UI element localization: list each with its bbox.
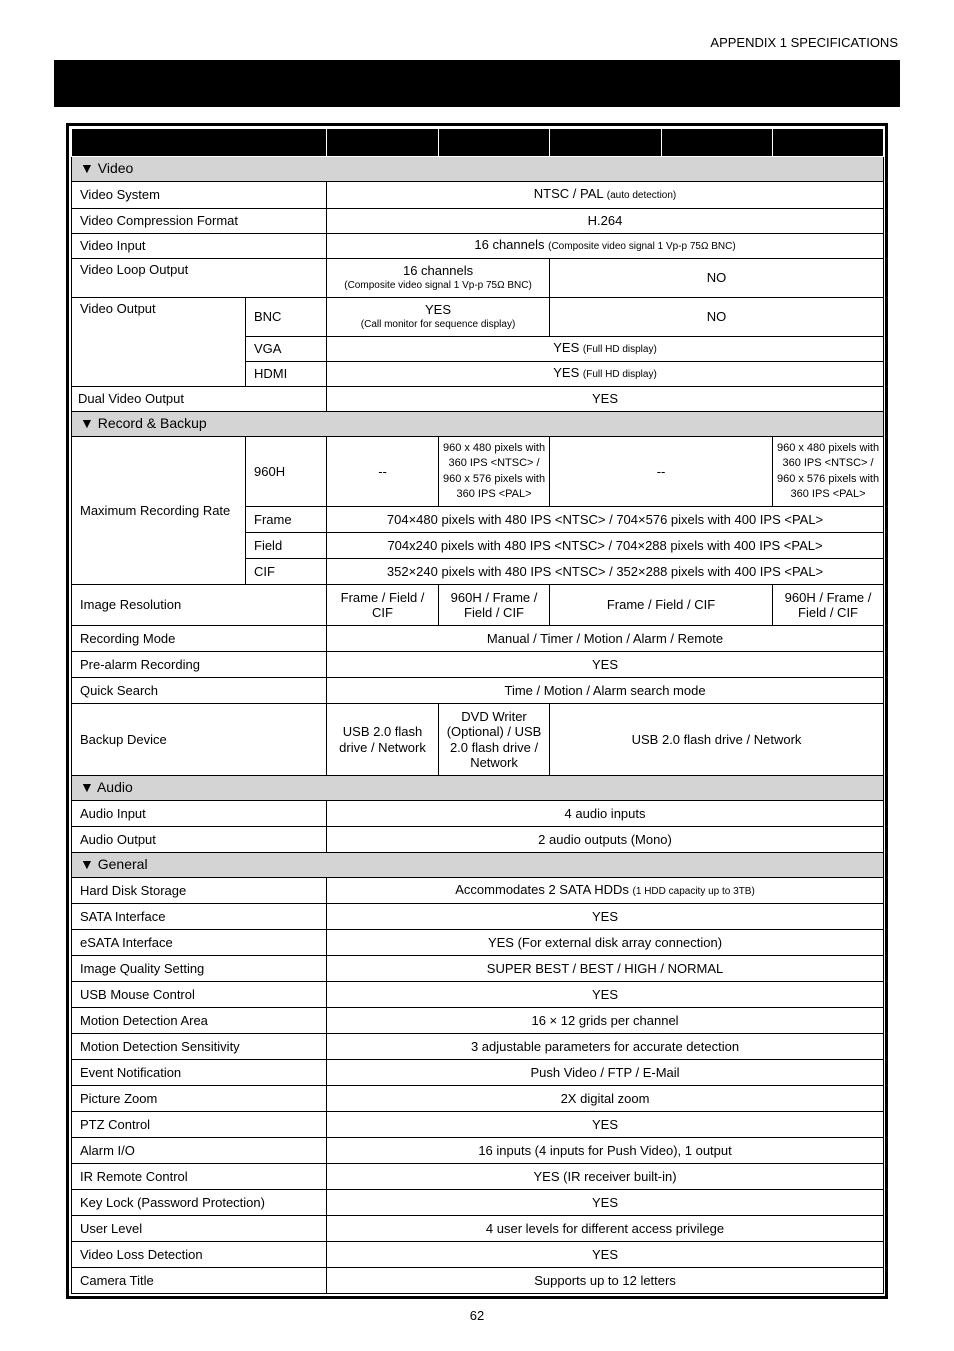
row-value: 352×240 pixels with 480 IPS <NTSC> / 352×288 pixels with 400 IPS <PAL> xyxy=(327,559,884,585)
specification-table-frame xyxy=(66,123,888,1299)
row-value: 3 adjustable parameters for accurate detection xyxy=(327,1034,884,1060)
row-value: YES xyxy=(327,1112,884,1138)
row-value: 960 x 480 pixels with 360 IPS <NTSC> / 960 x 576 pixels with 360 IPS <PAL> xyxy=(773,437,884,507)
row-label: Motion Detection Sensitivity xyxy=(72,1034,327,1060)
section-row-record-backup xyxy=(72,412,884,437)
header-cell xyxy=(439,129,550,157)
row-value: 16 channels (Composite video signal 1 Vp-p 75Ω BNC) xyxy=(327,259,550,298)
row-value: YES (For external disk array connection) xyxy=(327,930,884,956)
table-row xyxy=(72,878,884,904)
row-value: 16 channels (Composite video signal 1 Vp-p 75Ω BNC) xyxy=(327,234,884,259)
row-value: Frame / Field / CIF xyxy=(550,585,773,626)
row-label: User Level xyxy=(72,1216,327,1242)
header-cell xyxy=(662,129,773,157)
row-label: Dual Video Output xyxy=(72,387,327,412)
row-label: Audio Output xyxy=(72,827,327,853)
section-row-audio xyxy=(72,776,884,801)
row-label: Recording Mode xyxy=(72,626,327,652)
section-title: ▼ Audio xyxy=(72,776,884,801)
table-row xyxy=(72,982,884,1008)
table-row xyxy=(72,1112,884,1138)
table-row xyxy=(72,652,884,678)
sub-label: Frame xyxy=(246,507,327,533)
row-label: Camera Title xyxy=(72,1268,327,1294)
row-value: SUPER BEST / BEST / HIGH / NORMAL xyxy=(327,956,884,982)
row-value: 960 x 480 pixels with 360 IPS <NTSC> / 960 x 576 pixels with 360 IPS <PAL> xyxy=(439,437,550,507)
row-value: Push Video / FTP / E-Mail xyxy=(327,1060,884,1086)
section-title: ▼ Record & Backup xyxy=(72,412,884,437)
row-value: YES (Call monitor for sequence display) xyxy=(327,298,550,337)
row-value: 16 × 12 grids per channel xyxy=(327,1008,884,1034)
row-value: -- xyxy=(327,437,439,507)
row-label: SATA Interface xyxy=(72,904,327,930)
row-value: 960H / Frame / Field / CIF xyxy=(439,585,550,626)
table-row xyxy=(72,1190,884,1216)
sub-label: VGA xyxy=(246,337,327,362)
row-value: NTSC / PAL (auto detection) xyxy=(327,182,884,209)
row-value: YES xyxy=(327,904,884,930)
row-label: Event Notification xyxy=(72,1060,327,1086)
sub-label: CIF xyxy=(246,559,327,585)
sub-label: HDMI xyxy=(246,362,327,387)
table-row xyxy=(72,827,884,853)
row-value: 704×480 pixels with 480 IPS <NTSC> / 704×576 pixels with 400 IPS <PAL> xyxy=(327,507,884,533)
row-label: eSATA Interface xyxy=(72,930,327,956)
row-value: 960H / Frame / Field / CIF xyxy=(773,585,884,626)
row-label: Backup Device xyxy=(72,704,327,776)
row-label: IR Remote Control xyxy=(72,1164,327,1190)
row-value: Frame / Field / CIF xyxy=(327,585,439,626)
table-row xyxy=(72,182,884,209)
row-value: NO xyxy=(550,298,884,337)
table-row xyxy=(72,1242,884,1268)
row-value: YES xyxy=(327,387,884,412)
row-value: Time / Motion / Alarm search mode xyxy=(327,678,884,704)
specification-table xyxy=(71,128,884,1294)
row-value: DVD Writer (Optional) / USB 2.0 flash drive / Network xyxy=(439,704,550,776)
row-label: Maximum Recording Rate xyxy=(72,437,246,585)
table-row xyxy=(72,1268,884,1294)
table-row xyxy=(72,930,884,956)
table-row xyxy=(72,626,884,652)
table-row xyxy=(72,1008,884,1034)
header-cell xyxy=(550,129,662,157)
row-label: Alarm I/O xyxy=(72,1138,327,1164)
row-value: 4 audio inputs xyxy=(327,801,884,827)
table-row xyxy=(72,704,884,776)
row-label: Video Loss Detection xyxy=(72,1242,327,1268)
row-value: Accommodates 2 SATA HDDs (1 HDD capacity up to 3TB) xyxy=(327,878,884,904)
row-value: YES (Full HD display) xyxy=(327,362,884,387)
row-label: Video Loop Output xyxy=(72,259,327,298)
row-label: USB Mouse Control xyxy=(72,982,327,1008)
section-title: ▼ Video xyxy=(72,157,884,182)
table-row xyxy=(72,437,884,507)
table-row xyxy=(72,387,884,412)
row-label: Audio Input xyxy=(72,801,327,827)
row-value: 704x240 pixels with 480 IPS <NTSC> / 704×288 pixels with 400 IPS <PAL> xyxy=(327,533,884,559)
table-row xyxy=(72,298,884,337)
row-value: -- xyxy=(550,437,773,507)
row-label: Picture Zoom xyxy=(72,1086,327,1112)
table-row xyxy=(72,1216,884,1242)
table-row xyxy=(72,1060,884,1086)
table-row xyxy=(72,209,884,234)
row-label: Pre-alarm Recording xyxy=(72,652,327,678)
sub-label: Field xyxy=(246,533,327,559)
row-value: 2X digital zoom xyxy=(327,1086,884,1112)
row-value: YES xyxy=(327,982,884,1008)
section-title: ▼ General xyxy=(72,853,884,878)
section-row-general xyxy=(72,853,884,878)
row-label: Motion Detection Area xyxy=(72,1008,327,1034)
row-value: 4 user levels for different access privilege xyxy=(327,1216,884,1242)
row-label: Video Output xyxy=(72,298,246,387)
table-row xyxy=(72,1164,884,1190)
row-value: USB 2.0 flash drive / Network xyxy=(327,704,439,776)
table-row xyxy=(72,234,884,259)
page-number: 62 xyxy=(469,1308,485,1323)
row-value: NO xyxy=(550,259,884,298)
row-label: PTZ Control xyxy=(72,1112,327,1138)
row-value: YES (Full HD display) xyxy=(327,337,884,362)
header-cell xyxy=(327,129,439,157)
header-cell xyxy=(773,129,884,157)
table-row xyxy=(72,1086,884,1112)
title-bar xyxy=(54,60,900,107)
row-value: YES xyxy=(327,1242,884,1268)
table-header-row xyxy=(72,129,884,157)
row-label: Video Compression Format xyxy=(72,209,327,234)
row-label: Image Resolution xyxy=(72,585,327,626)
table-row xyxy=(72,1034,884,1060)
row-value: Manual / Timer / Motion / Alarm / Remote xyxy=(327,626,884,652)
row-label: Quick Search xyxy=(72,678,327,704)
row-value: 2 audio outputs (Mono) xyxy=(327,827,884,853)
table-row xyxy=(72,678,884,704)
row-label: Video Input xyxy=(72,234,327,259)
table-row xyxy=(72,904,884,930)
row-value: YES xyxy=(327,652,884,678)
page-header-section-title: APPENDIX 1 SPECIFICATIONS xyxy=(710,35,898,50)
row-label: Key Lock (Password Protection) xyxy=(72,1190,327,1216)
sub-label: 960H xyxy=(246,437,327,507)
table-row xyxy=(72,585,884,626)
row-label: Hard Disk Storage xyxy=(72,878,327,904)
table-row xyxy=(72,801,884,827)
header-cell xyxy=(72,129,327,157)
row-label: Video System xyxy=(72,182,327,209)
row-value: Supports up to 12 letters xyxy=(327,1268,884,1294)
row-value: YES xyxy=(327,1190,884,1216)
table-row xyxy=(72,1138,884,1164)
sub-label: BNC xyxy=(246,298,327,337)
row-value: H.264 xyxy=(327,209,884,234)
row-value: 16 inputs (4 inputs for Push Video), 1 output xyxy=(327,1138,884,1164)
row-value: YES (IR receiver built-in) xyxy=(327,1164,884,1190)
row-label: Image Quality Setting xyxy=(72,956,327,982)
section-row-video xyxy=(72,157,884,182)
table-row xyxy=(72,259,884,298)
table-row xyxy=(72,956,884,982)
row-value: USB 2.0 flash drive / Network xyxy=(550,704,884,776)
